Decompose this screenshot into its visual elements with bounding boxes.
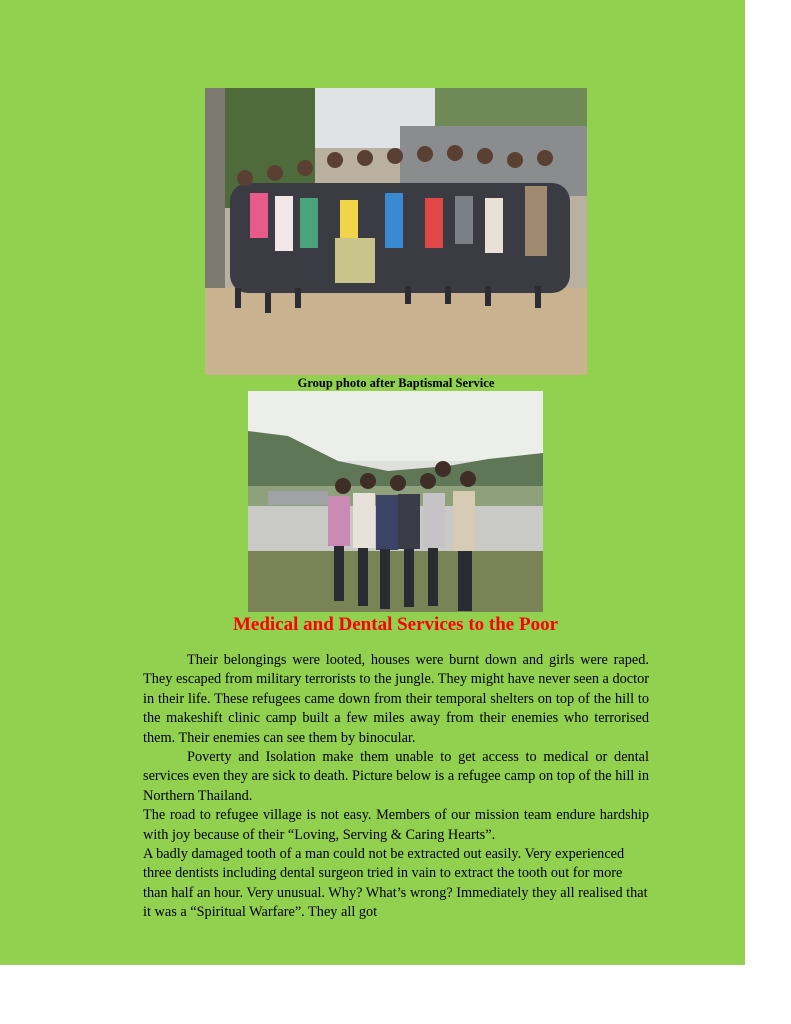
paragraph-refugees: Their belongings were looted, houses were burnt down and girls were raped. They escaped from military terrorists to the jungle. They might have never seen a doctor in their life. These refugees came down from their temporal shelters on top of the hill to the makeshift clinic camp built a few miles away from their enemies who terrorised them. Their enemies can see them by binocular. [143, 652, 649, 746]
team-photo-outdoor [248, 391, 543, 612]
paragraph-road: The road to refugee village is not easy. Members of our mission team endure hardship with joy because of their “Loving, Serving & Caring Hearts”. [143, 807, 649, 843]
paragraph-tooth: A badly damaged tooth of a man could not be extracted out easily. Very experienced three dentists including dental surgeon tried in vain to extract the tooth out for more than half an hour. Very unusual. Why? What’s wrong? Immediately they all realised that it was a “Spiritual Warfare”. They all got [143, 846, 648, 921]
photo-caption: Group photo after Baptismal Service [297, 376, 495, 390]
group-photo-baptismal [205, 88, 587, 375]
article-body [143, 651, 649, 923]
section-heading: Medical and Dental Services to the Poor [232, 614, 559, 635]
paragraph-poverty: Poverty and Isolation make them unable to get access to medical or dental services even they are sick to death. Picture below is a refugee camp on top of the hill in Northern Thailand. [143, 749, 649, 804]
